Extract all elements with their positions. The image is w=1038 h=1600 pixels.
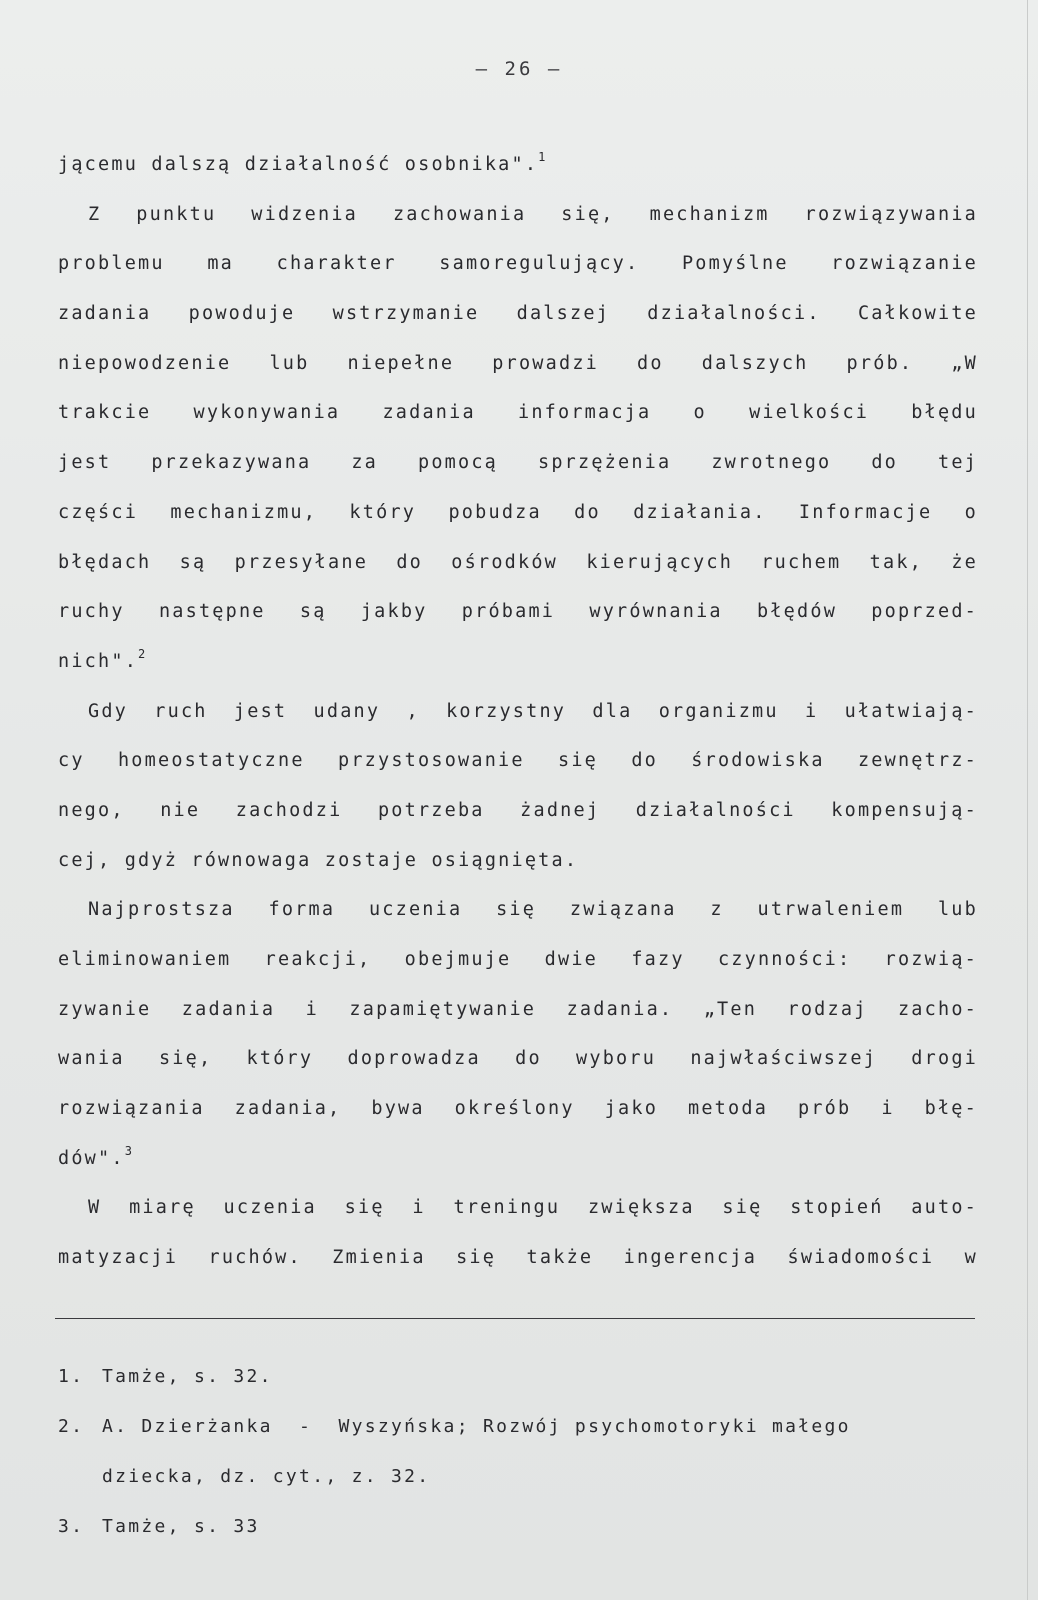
text-line-content: zadania powoduje wstrzymanie dalszej działalności. Całkowite bbox=[58, 303, 978, 325]
text-line-content: części mechanizmu, który pobudza do działania. Informacje o bbox=[58, 501, 978, 523]
text-line bbox=[58, 339, 978, 389]
text-line bbox=[58, 239, 978, 289]
text-line bbox=[58, 687, 978, 737]
footnote-text: Tamże, s. 32. bbox=[102, 1366, 273, 1387]
text-line-content: trakcie wykonywania zadania informacja o wielkości błędu bbox=[58, 402, 978, 424]
text-line-content: Z punktu widzenia zachowania się, mechanizm rozwiązywania bbox=[88, 203, 978, 225]
text-line-content: dów". bbox=[58, 1147, 125, 1169]
footnote-reference: 2 bbox=[138, 646, 148, 661]
text-line-content: cy homeostatyczne przystosowanie się do środowiska zewnętrz- bbox=[58, 750, 978, 772]
body-text bbox=[58, 140, 978, 1283]
text-line bbox=[58, 786, 978, 836]
text-line-content: Najprostsza forma uczenia się związana z utrwaleniem lub bbox=[88, 899, 978, 921]
text-line-content: nego, nie zachodzi potrzeba żadnej działalności kompensują- bbox=[58, 799, 978, 821]
text-line bbox=[58, 140, 978, 190]
footnote-number: 3. bbox=[58, 1516, 85, 1537]
footnote-line bbox=[58, 1502, 978, 1552]
text-line bbox=[58, 388, 978, 438]
text-line bbox=[58, 935, 978, 985]
text-line bbox=[58, 985, 978, 1035]
footnote-text: dziecka, dz. cyt., z. 32. bbox=[102, 1466, 431, 1487]
footnote-line bbox=[58, 1402, 978, 1452]
text-line-content: rozwiązania zadania, bywa określony jako metoda prób i błę- bbox=[58, 1098, 978, 1120]
text-line bbox=[58, 190, 978, 240]
text-line bbox=[58, 488, 978, 538]
text-line bbox=[58, 538, 978, 588]
footnote-line bbox=[58, 1452, 978, 1502]
text-line-content: W miarę uczenia się i treningu zwiększa się stopień auto- bbox=[88, 1197, 978, 1219]
text-line-content: zywanie zadania i zapamiętywanie zadania. „Ten rodzaj zacho- bbox=[58, 998, 978, 1020]
text-line bbox=[58, 836, 978, 886]
text-line bbox=[58, 1034, 978, 1084]
footnote-number: 1. bbox=[58, 1366, 85, 1387]
text-line bbox=[58, 1134, 978, 1184]
text-line-content: niepowodzenie lub niepełne prowadzi do dalszych prób. „W bbox=[58, 352, 978, 374]
text-line-content: cej, gdyż równowaga zostaje osiągnięta. bbox=[58, 849, 579, 871]
text-line bbox=[58, 1084, 978, 1134]
text-line bbox=[58, 1233, 978, 1283]
text-line-content: ruchy następne są jakby próbami wyrównania błędów poprzed- bbox=[58, 601, 978, 623]
text-line-content: eliminowaniem reakcji, obejmuje dwie fazy czynności: rozwią- bbox=[58, 949, 978, 970]
page-number: — 26 — bbox=[475, 58, 563, 80]
text-line bbox=[58, 637, 978, 687]
text-line-content: nich". bbox=[58, 650, 139, 672]
text-line bbox=[58, 438, 978, 488]
text-line bbox=[58, 289, 978, 339]
footnote-line bbox=[58, 1352, 978, 1402]
text-line-content: wania się, który doprowadza do wyboru najwłaściwszej drogi bbox=[58, 1048, 978, 1070]
footnote-reference: 1 bbox=[538, 150, 548, 164]
text-line-content: matyzacji ruchów. Zmienia się także ingerencja świadomości w bbox=[58, 1247, 978, 1269]
text-line bbox=[58, 587, 978, 637]
footnote-text: A. Dzierżanka - Wyszyńska; Rozwój psychomotoryki małego bbox=[102, 1416, 851, 1437]
footnote-number: 2. bbox=[58, 1416, 85, 1437]
text-line bbox=[58, 1183, 978, 1233]
page-edge bbox=[1027, 0, 1028, 1600]
text-line bbox=[58, 885, 978, 935]
text-line-content: problemu ma charakter samoregulujący. Pomyślne rozwiązanie bbox=[58, 253, 978, 275]
footnote-reference: 3 bbox=[124, 1143, 135, 1158]
footnote-separator bbox=[55, 1318, 975, 1319]
text-line bbox=[58, 736, 978, 786]
text-line-content: Gdy ruch jest udany , korzystny dla organizmu i ułatwiają- bbox=[88, 700, 978, 722]
text-line-content: jest przekazywana za pomocą sprzężenia zwrotnego do tej bbox=[58, 452, 978, 474]
text-line-content: jącemu dalszą działalność osobnika". bbox=[58, 154, 539, 175]
text-line-content: błędach są przesyłane do ośrodków kierujących ruchem tak, że bbox=[58, 551, 978, 573]
footnote-text: Tamże, s. 33 bbox=[102, 1516, 260, 1537]
footnotes bbox=[58, 1352, 978, 1552]
